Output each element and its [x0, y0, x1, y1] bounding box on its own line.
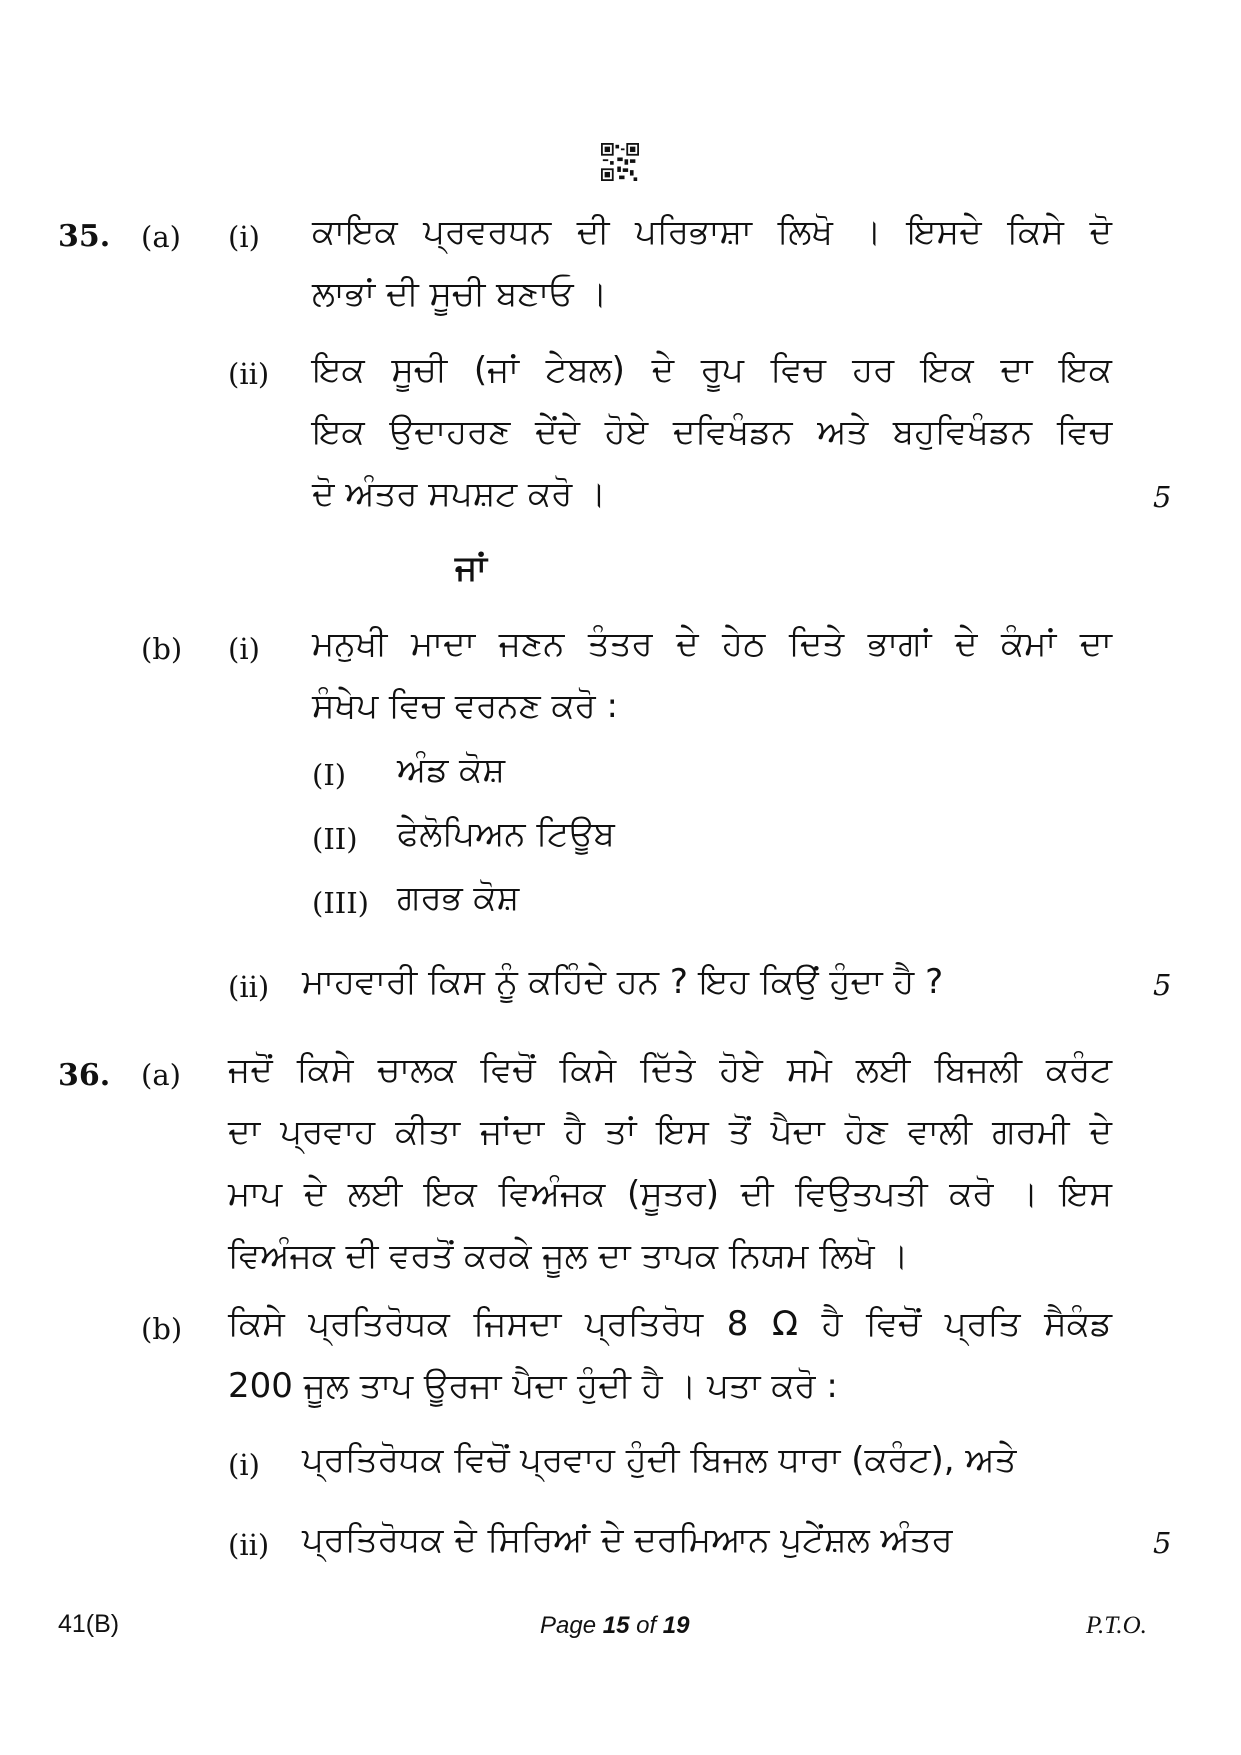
page-number: Page 15 of 19	[540, 1612, 690, 1639]
list-item-label: (I)	[312, 758, 347, 792]
list-item-text: ਅੰਡ ਕੋਸ਼	[397, 750, 505, 790]
question-text-line: ਪ੍ਰਤਿਰੋਧਕ ਵਿਚੋਂ ਪ੍ਰਵਾਹ ਹੁੰਦੀ ਬਿਜਲ ਧਾਰਾ (ਕਰੰਟ), ਅਤੇ	[302, 1440, 1017, 1480]
question-text-line: ਮਾਪ ਦੇ ਲਈ ਇਕ ਵਿਅੰਜਕ (ਸੂਤਰ) ਦੀ ਵਿਉਤਪਤੀ ਕਰੋ । ਇਸ	[228, 1174, 1112, 1214]
question-number: 36.	[58, 1058, 111, 1093]
list-item-text: ਗਰਭ ਕੋਸ਼	[397, 878, 520, 918]
part-label: (b)	[141, 1312, 183, 1346]
question-text-line: ਇਕ ਉਦਾਹਰਣ ਦੇਂਦੇ ਹੋਏ ਦਵਿਖੰਡਨ ਅਤੇ ਬਹੁਵਿਖੰਡਨ ਵਿਚ	[312, 412, 1112, 452]
question-text-line: ਕਿਸੇ ਪ੍ਰਤਿਰੋਧਕ ਜਿਸਦਾ ਪ੍ਰਤਿਰੋਧ 8 Ω ਹੈ ਵਿਚੋਂ ਪ੍ਰਤਿ ਸੈਕੰਡ	[228, 1304, 1112, 1344]
question-text-line: ਪ੍ਰਤਿਰੋਧਕ ਦੇ ਸਿਰਿਆਂ ਦੇ ਦਰਮਿਆਨ ਪੁਟੇਂਸ਼ਲ ਅੰਤਰ	[302, 1520, 953, 1560]
subpart-label: (i)	[228, 632, 260, 666]
list-item-label: (II)	[312, 822, 358, 856]
question-text-line: ਮਾਹਵਾਰੀ ਕਿਸ ਨੂੰ ਕਹਿੰਦੇ ਹਨ ? ਇਹ ਕਿਉਂ ਹੁੰਦਾ ਹੈ ?	[302, 962, 944, 1002]
question-text-line: ਕਾਇਕ ਪ੍ਰਵਰਧਨ ਦੀ ਪਰਿਭਾਸ਼ਾ ਲਿਖੋ । ਇਸਦੇ ਕਿਸੇ ਦੋ	[312, 212, 1112, 252]
question-text-line: ਵਿਅੰਜਕ ਦੀ ਵਰਤੋਂ ਕਰਕੇ ਜੂਲ ਦਾ ਤਾਪਕ ਨਿਯਮ ਲਿਖੋ ।	[228, 1236, 909, 1276]
question-text-line: 200 ਜੂਲ ਤਾਪ ਊਰਜਾ ਪੈਦਾ ਹੁੰਦੀ ਹੈ । ਪਤਾ ਕਰੋ :	[228, 1366, 838, 1406]
paper-code: 41(B)	[58, 1610, 120, 1638]
question-text-line: ਮਨੁਖੀ ਮਾਦਾ ਜਣਨ ਤੰਤਰ ਦੇ ਹੇਠ ਦਿਤੇ ਭਾਗਾਂ ਦੇ ਕੰਮਾਂ ਦਾ	[312, 624, 1112, 664]
pto-label: P.T.O.	[1086, 1612, 1147, 1639]
subpart-label: (i)	[228, 220, 260, 254]
subpart-label: (ii)	[228, 1528, 270, 1562]
or-separator: ਜਾਂ	[455, 548, 487, 588]
question-text-line: ਇਕ ਸੂਚੀ (ਜਾਂ ਟੇਬਲ) ਦੇ ਰੂਪ ਵਿਚ ਹਰ ਇਕ ਦਾ ਇਕ	[312, 350, 1112, 390]
list-item-label: (III)	[312, 886, 369, 920]
part-label: (b)	[141, 632, 183, 666]
list-item-text: ਫੇਲੋਪਿਅਨ ਟਿਊਬ	[397, 814, 615, 854]
subpart-label: (ii)	[228, 357, 270, 391]
question-number: 35.	[58, 219, 111, 254]
marks: 5	[1153, 968, 1172, 1002]
part-label: (a)	[141, 1058, 181, 1092]
question-text-line: ਜਦੋਂ ਕਿਸੇ ਚਾਲਕ ਵਿਚੋਂ ਕਿਸੇ ਦਿੱਤੇ ਹੋਏ ਸਮੇ ਲਈ ਬਿਜਲੀ ਕਰੰਟ	[228, 1050, 1112, 1090]
marks: 5	[1153, 480, 1172, 514]
question-text-line: ਦਾ ਪ੍ਰਵਾਹ ਕੀਤਾ ਜਾਂਦਾ ਹੈ ਤਾਂ ਇਸ ਤੋਂ ਪੈਦਾ ਹੋਣ ਵਾਲੀ ਗਰਮੀ ਦੇ	[228, 1112, 1112, 1152]
subpart-label: (i)	[228, 1448, 260, 1482]
part-label: (a)	[141, 220, 181, 254]
qr-code-icon	[601, 143, 639, 181]
question-text-line: ਲਾਭਾਂ ਦੀ ਸੂਚੀ ਬਣਾਓ ।	[312, 274, 608, 314]
question-text-line: ਸੰਖੇਪ ਵਿਚ ਵਰਨਣ ਕਰੋ :	[312, 686, 618, 726]
question-text-line: ਦੋ ਅੰਤਰ ਸਪਸ਼ਟ ਕਰੋ ।	[312, 474, 607, 514]
marks: 5	[1153, 1526, 1172, 1560]
subpart-label: (ii)	[228, 970, 270, 1004]
